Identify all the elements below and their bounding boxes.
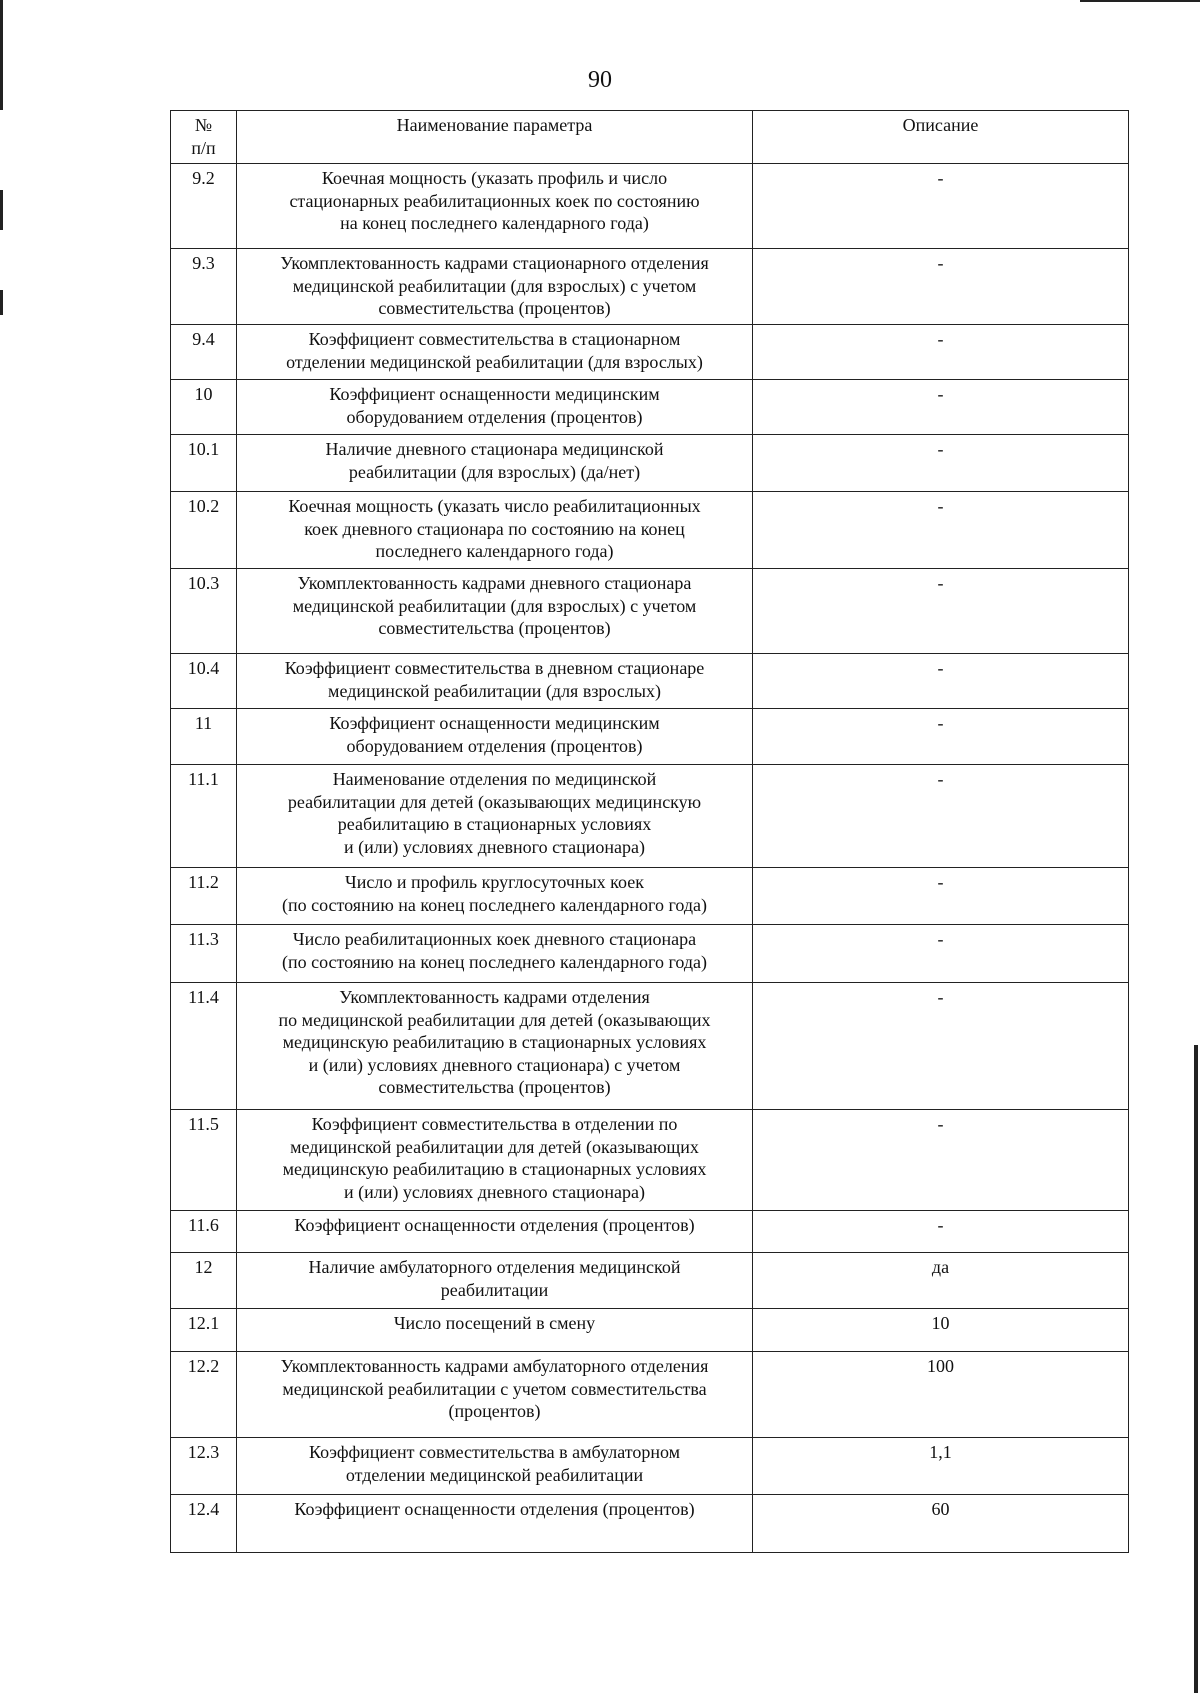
table-row	[171, 1495, 1129, 1553]
header-parameter-name: Наименование параметра	[237, 111, 753, 164]
table-row	[171, 1438, 1129, 1495]
row-number: 10.3	[171, 569, 237, 654]
row-number: 11.1	[171, 765, 237, 868]
row-parameter-name: Число реабилитационных коек дневного стационара (по состоянию на конец последнего календарного года)	[237, 925, 753, 983]
row-description: 100	[753, 1352, 1129, 1438]
table-row	[171, 1253, 1129, 1309]
row-description: -	[753, 492, 1129, 569]
row-number: 10.4	[171, 654, 237, 709]
row-description: -	[753, 654, 1129, 709]
table-row	[171, 1309, 1129, 1352]
row-number: 11.6	[171, 1211, 237, 1253]
row-parameter-name: Коэффициент оснащенности отделения (процентов)	[237, 1495, 753, 1553]
row-description: да	[753, 1253, 1129, 1309]
row-description: -	[753, 868, 1129, 925]
row-parameter-name: Коэффициент совместительства в отделении по медицинской реабилитации для детей (оказывающих медицинскую реабилитацию в стационарных условиях и (или) условиях дневного стационара)	[237, 1110, 753, 1211]
table-row	[171, 983, 1129, 1110]
table-row	[171, 765, 1129, 868]
table-row	[171, 1211, 1129, 1253]
row-description: -	[753, 925, 1129, 983]
table-row	[171, 492, 1129, 569]
row-number: 12.3	[171, 1438, 237, 1495]
row-description: -	[753, 249, 1129, 325]
table-row	[171, 325, 1129, 380]
table-body	[171, 164, 1129, 1553]
scan-edge-mark	[1080, 0, 1200, 2]
row-description: -	[753, 765, 1129, 868]
row-number: 10	[171, 380, 237, 435]
row-parameter-name: Коечная мощность (указать профиль и число стационарных реабилитационных коек по состоянию на конец последнего календарного года)	[237, 164, 753, 249]
row-number: 9.3	[171, 249, 237, 325]
row-description: -	[753, 1110, 1129, 1211]
table-row	[171, 925, 1129, 983]
scan-edge-mark	[1194, 1045, 1198, 1693]
row-description: -	[753, 569, 1129, 654]
table-row	[171, 1110, 1129, 1211]
row-parameter-name: Укомплектованность кадрами стационарного отделения медицинской реабилитации (для взрослых) с учетом совместительства (процентов)	[237, 249, 753, 325]
row-description: -	[753, 1211, 1129, 1253]
header-description: Описание	[753, 111, 1129, 164]
row-number: 12.1	[171, 1309, 237, 1352]
row-number: 11	[171, 709, 237, 765]
row-parameter-name: Коэффициент оснащенности медицинским оборудованием отделения (процентов)	[237, 380, 753, 435]
row-parameter-name: Коэффициент совместительства в амбулаторном отделении медицинской реабилитации	[237, 1438, 753, 1495]
row-description: -	[753, 164, 1129, 249]
row-description: 60	[753, 1495, 1129, 1553]
row-parameter-name: Наличие дневного стационара медицинской реабилитации (для взрослых) (да/нет)	[237, 435, 753, 492]
row-description: -	[753, 380, 1129, 435]
table-row	[171, 164, 1129, 249]
row-number: 12.4	[171, 1495, 237, 1553]
row-parameter-name: Коечная мощность (указать число реабилитационных коек дневного стационара по состоянию на конец последнего календарного года)	[237, 492, 753, 569]
row-description: -	[753, 983, 1129, 1110]
scan-edge-mark	[0, 290, 3, 315]
row-number: 12.2	[171, 1352, 237, 1438]
row-parameter-name: Коэффициент совместительства в стационарном отделении медицинской реабилитации (для взрослых)	[237, 325, 753, 380]
table-row	[171, 868, 1129, 925]
row-number: 11.3	[171, 925, 237, 983]
row-number: 11.2	[171, 868, 237, 925]
row-number: 9.2	[171, 164, 237, 249]
row-parameter-name: Коэффициент совместительства в дневном стационаре медицинской реабилитации (для взрослых)	[237, 654, 753, 709]
table-header-row	[171, 111, 1129, 164]
row-number: 11.5	[171, 1110, 237, 1211]
row-number: 10.2	[171, 492, 237, 569]
page-number: 90	[588, 67, 612, 93]
row-description: -	[753, 435, 1129, 492]
row-parameter-name: Укомплектованность кадрами дневного стационара медицинской реабилитации (для взрослых) с учетом совместительства (процентов)	[237, 569, 753, 654]
row-parameter-name: Укомплектованность кадрами амбулаторного отделения медицинской реабилитации с учетом совместительства (процентов)	[237, 1352, 753, 1438]
row-number: 10.1	[171, 435, 237, 492]
row-number: 11.4	[171, 983, 237, 1110]
row-number: 9.4	[171, 325, 237, 380]
table-row	[171, 1352, 1129, 1438]
row-parameter-name: Число посещений в смену	[237, 1309, 753, 1352]
table-row	[171, 654, 1129, 709]
row-description: -	[753, 709, 1129, 765]
parameters-table	[170, 110, 1129, 1553]
table-row	[171, 380, 1129, 435]
header-number: № п/п	[171, 111, 237, 164]
row-parameter-name: Коэффициент оснащенности медицинским оборудованием отделения (процентов)	[237, 709, 753, 765]
row-parameter-name: Наименование отделения по медицинской реабилитации для детей (оказывающих медицинскую реабилитацию в стационарных условиях и (или) условиях дневного стационара)	[237, 765, 753, 868]
row-parameter-name: Число и профиль круглосуточных коек (по состоянию на конец последнего календарного года)	[237, 868, 753, 925]
table-row	[171, 435, 1129, 492]
scan-edge-mark	[0, 190, 3, 230]
table-row	[171, 709, 1129, 765]
row-number: 12	[171, 1253, 237, 1309]
row-description: 10	[753, 1309, 1129, 1352]
table-row	[171, 569, 1129, 654]
row-description: 1,1	[753, 1438, 1129, 1495]
row-parameter-name: Наличие амбулаторного отделения медицинской реабилитации	[237, 1253, 753, 1309]
table-row	[171, 249, 1129, 325]
row-description: -	[753, 325, 1129, 380]
row-parameter-name: Укомплектованность кадрами отделения по медицинской реабилитации для детей (оказывающих медицинскую реабилитацию в стационарных условиях и (или) условиях дневного стационара) с учетом совместительства (процентов)	[237, 983, 753, 1110]
row-parameter-name: Коэффициент оснащенности отделения (процентов)	[237, 1211, 753, 1253]
